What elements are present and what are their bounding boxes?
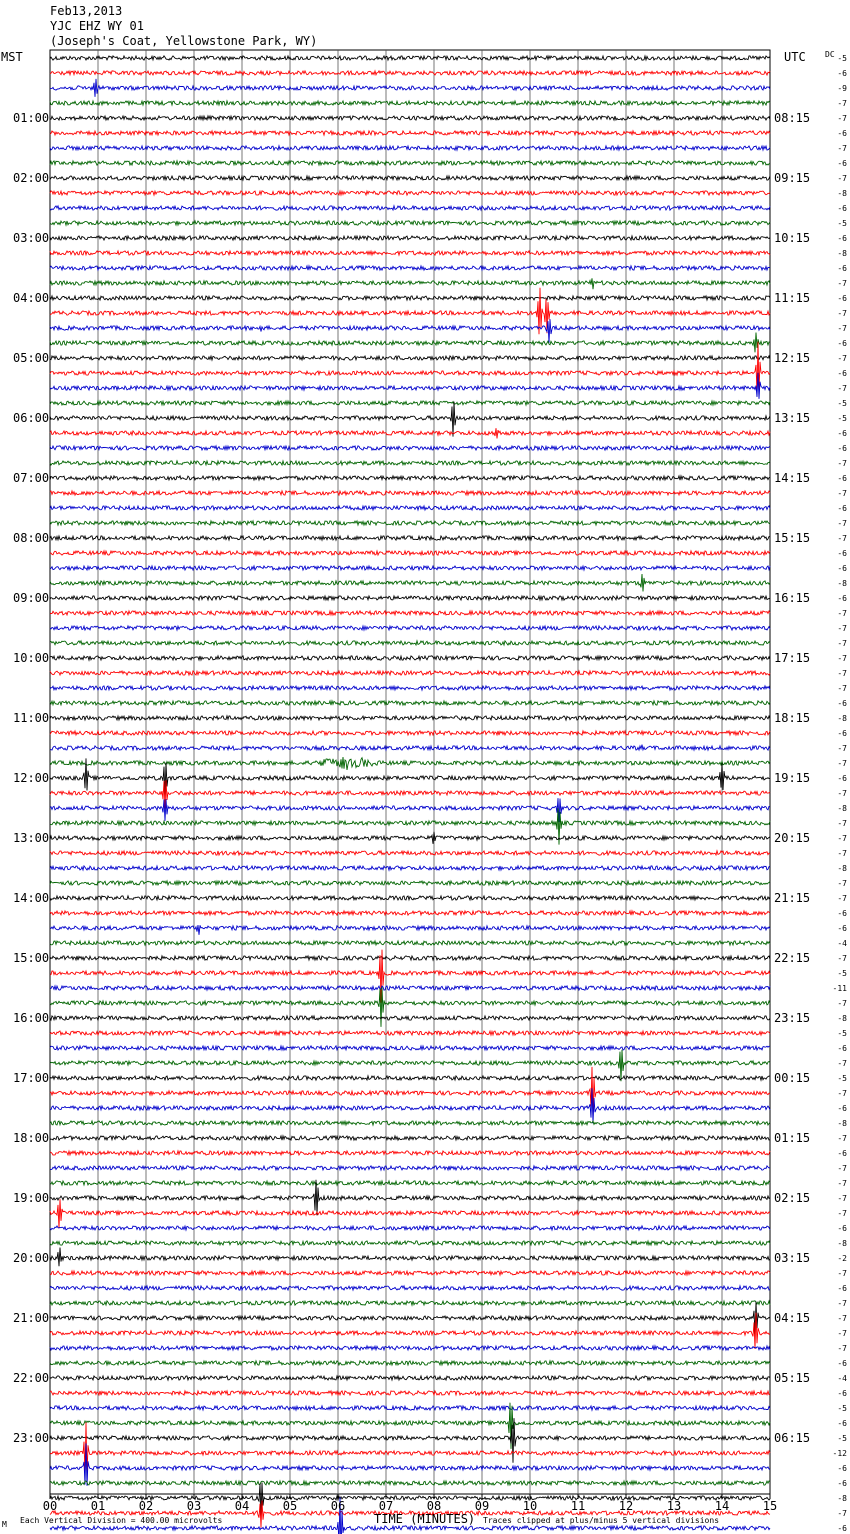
trace-line: [50, 446, 770, 450]
right-hour-label: 15:15: [774, 531, 811, 545]
trace-line: [50, 1121, 770, 1125]
dc-offset-label: -5: [837, 1029, 847, 1038]
dc-offset-label: -7: [837, 894, 847, 903]
trace-line: [50, 925, 770, 935]
trace-line: [50, 116, 770, 120]
x-tick-label: 15: [762, 1499, 778, 1513]
trace-line: [50, 716, 770, 720]
dc-offset-label: -6: [837, 549, 847, 558]
right-hour-label: 17:15: [774, 651, 811, 665]
right-hour-label: 03:15: [774, 1251, 811, 1265]
trace-line: [50, 176, 770, 180]
trace-line: [50, 476, 770, 480]
trace-line: [50, 745, 770, 751]
trace-line: [50, 1199, 770, 1228]
trace-line: [50, 566, 770, 570]
dc-offset-label: -7: [837, 1509, 847, 1518]
trace-line: [50, 1406, 770, 1410]
trace-line: [50, 1301, 770, 1305]
dc-offset-label: -8: [837, 1119, 847, 1128]
trace-line: [50, 401, 770, 405]
dc-offset-label: -5: [837, 969, 847, 978]
trace-line: [50, 333, 770, 353]
dc-offset-label: -6: [837, 594, 847, 603]
right-hour-label: 04:15: [774, 1311, 811, 1325]
right-hour-label: 05:15: [774, 1371, 811, 1385]
x-tick-label: 03: [186, 1499, 202, 1513]
dc-offset-label: -7: [837, 1344, 847, 1353]
trace-line: [50, 896, 770, 900]
dc-offset-label: -7: [837, 1134, 847, 1143]
left-hour-label: 23:00: [13, 1431, 50, 1445]
dc-offset-label: -12: [832, 1449, 847, 1458]
dc-offset-label: -7: [837, 1194, 847, 1203]
left-timezone-label: MST: [1, 50, 23, 64]
left-hour-label: 07:00: [13, 471, 50, 485]
trace-line: [50, 461, 770, 465]
dc-offset-label: -6: [837, 1359, 847, 1368]
right-hour-label: 12:15: [774, 351, 811, 365]
dc-offset-label: -2: [837, 1254, 847, 1263]
dc-offset-label: -6: [837, 474, 847, 483]
dc-offset-label: -7: [837, 519, 847, 528]
dc-offset-label: -4: [837, 939, 847, 948]
corner-mark: M: [2, 1520, 7, 1529]
dc-offset-label: -6: [837, 909, 847, 918]
dc-offset-label: -7: [837, 1269, 847, 1278]
dc-offset-label: -6: [837, 1524, 847, 1533]
dc-offset-label: -6: [837, 699, 847, 708]
trace-line: [50, 1046, 770, 1050]
trace-line: [50, 881, 770, 885]
dc-offset-label: -7: [837, 324, 847, 333]
left-hour-label: 04:00: [13, 291, 50, 305]
right-hour-label: 22:15: [774, 951, 811, 965]
dc-offset-label: -5: [837, 1434, 847, 1443]
dc-offset-label: -6: [837, 1044, 847, 1053]
right-hour-label: 10:15: [774, 231, 811, 245]
left-hour-label: 02:00: [13, 171, 50, 185]
dc-offset-label: -6: [837, 1479, 847, 1488]
right-hour-label: 20:15: [774, 831, 811, 845]
dc-label: DC: [825, 50, 835, 59]
trace-line: [50, 1226, 770, 1230]
trace-line: [50, 428, 770, 438]
dc-offset-label: -6: [837, 159, 847, 168]
dc-offset-label: -9: [837, 84, 847, 93]
dc-offset-label: -6: [837, 564, 847, 573]
dc-offset-label: -8: [837, 1014, 847, 1023]
right-hour-label: 19:15: [774, 771, 811, 785]
x-tick-label: 04: [234, 1499, 250, 1513]
dc-offset-label: -5: [837, 1074, 847, 1083]
dc-offset-label: -5: [837, 54, 847, 63]
trace-line: [50, 941, 770, 945]
trace-line: [50, 373, 770, 399]
trace-line: [50, 798, 770, 822]
dc-offset-label: -6: [837, 429, 847, 438]
dc-offset-label: -6: [837, 1389, 847, 1398]
trace-line: [50, 701, 770, 705]
left-hour-label: 20:00: [13, 1251, 50, 1265]
dc-offset-label: -6: [837, 1224, 847, 1233]
dc-offset-label: -7: [837, 1059, 847, 1068]
trace-line: [50, 1180, 770, 1216]
x-tick-label: 05: [282, 1499, 298, 1513]
trace-line: [50, 146, 770, 150]
trace-line: [50, 79, 770, 97]
right-hour-label: 11:15: [774, 291, 811, 305]
right-hour-label: 08:15: [774, 111, 811, 125]
right-hour-label: 02:15: [774, 1191, 811, 1205]
right-hour-label: 16:15: [774, 591, 811, 605]
right-hour-label: 21:15: [774, 891, 811, 905]
trace-line: [50, 1181, 770, 1185]
dc-offset-label: -6: [837, 1464, 847, 1473]
dc-offset-label: -7: [837, 654, 847, 663]
dc-offset-label: -7: [837, 354, 847, 363]
dc-offset-label: -8: [837, 189, 847, 198]
trace-line: [50, 1346, 770, 1350]
x-tick-label: 12: [618, 1499, 634, 1513]
trace-line: [50, 236, 770, 240]
trace-line: [50, 551, 770, 555]
dc-offset-label: -6: [837, 369, 847, 378]
dc-offset-label: -7: [837, 99, 847, 108]
dc-offset-label: -7: [837, 489, 847, 498]
dc-offset-label: -7: [837, 834, 847, 843]
trace-line: [50, 1067, 770, 1118]
trace-line: [50, 757, 770, 770]
dc-offset-label: -6: [837, 729, 847, 738]
dc-offset-label: -7: [837, 849, 847, 858]
dc-offset-label: -7: [837, 759, 847, 768]
dc-offset-label: -7: [837, 879, 847, 888]
trace-line: [50, 56, 770, 60]
right-hour-label: 00:15: [774, 1071, 811, 1085]
dc-offset-label: -7: [837, 1179, 847, 1188]
trace-line: [50, 1016, 770, 1020]
dc-offset-label: -7: [837, 534, 847, 543]
x-tick-label: 06: [330, 1499, 346, 1513]
trace-line: [50, 656, 770, 660]
dc-offset-label: -6: [837, 1104, 847, 1113]
trace-line: [50, 1302, 770, 1335]
left-hour-label: 03:00: [13, 231, 50, 245]
right-hour-label: 13:15: [774, 411, 811, 425]
right-hour-label: 23:15: [774, 1011, 811, 1025]
left-hour-label: 10:00: [13, 651, 50, 665]
left-hour-label: 21:00: [13, 1311, 50, 1325]
header-station: YJC EHZ WY 01: [50, 19, 144, 33]
right-hour-label: 06:15: [774, 1431, 811, 1445]
trace-line: [50, 506, 770, 510]
dc-offset-label: -8: [837, 1494, 847, 1503]
dc-offset-label: -7: [837, 609, 847, 618]
dc-offset-label: -7: [837, 684, 847, 693]
dc-offset-label: -7: [837, 384, 847, 393]
dc-offset-label: -7: [837, 789, 847, 798]
left-hour-label: 06:00: [13, 411, 50, 425]
right-hour-label: 09:15: [774, 171, 811, 185]
left-hour-label: 22:00: [13, 1371, 50, 1385]
trace-layer: [50, 56, 770, 1534]
dc-offset-label: -6: [837, 339, 847, 348]
right-hour-label: 01:15: [774, 1131, 811, 1145]
right-timezone-label: UTC: [784, 50, 806, 64]
trace-line: [50, 491, 770, 495]
left-hour-label: 08:00: [13, 531, 50, 545]
dc-offset-label: -7: [837, 309, 847, 318]
dc-offset-label: -7: [837, 1299, 847, 1308]
x-tick-label: 01: [90, 1499, 106, 1513]
trace-line: [50, 161, 770, 165]
dc-offset-label: -7: [837, 1164, 847, 1173]
dc-offset-label: -6: [837, 774, 847, 783]
left-hour-label: 18:00: [13, 1131, 50, 1145]
left-hour-label: 17:00: [13, 1071, 50, 1085]
dc-offset-label: -5: [837, 414, 847, 423]
trace-line: [50, 356, 770, 360]
dc-offset-label: -7: [837, 1314, 847, 1323]
clip-note: Traces clipped at plus/minus 5 vertical divisions: [483, 1516, 720, 1525]
dc-offset-label: -8: [837, 864, 847, 873]
dc-offset-label: -4: [837, 1374, 847, 1383]
left-hour-label: 09:00: [13, 591, 50, 605]
x-tick-label: 11: [570, 1499, 586, 1513]
dc-offset-label: -6: [837, 1419, 847, 1428]
trace-line: [50, 266, 770, 270]
left-hour-label: 15:00: [13, 951, 50, 965]
plot-frame: [50, 50, 770, 1494]
trace-line: [50, 641, 770, 645]
trace-line: [50, 536, 770, 540]
trace-line: [50, 319, 770, 343]
dc-offset-label: -6: [837, 444, 847, 453]
trace-line: [50, 251, 770, 255]
dc-offset-label: -7: [837, 459, 847, 468]
dc-offset-label: -7: [837, 144, 847, 153]
x-tick-label: 00: [42, 1499, 58, 1513]
trace-line: [50, 731, 770, 735]
dc-offset-label: -8: [837, 804, 847, 813]
trace-line: [50, 911, 770, 915]
x-tick-label: 08: [426, 1499, 442, 1513]
header-location: (Joseph's Coat, Yellowstone Park, WY): [50, 34, 318, 48]
trace-line: [50, 596, 770, 600]
trace-line: [50, 1391, 770, 1395]
trace-line: [50, 1076, 770, 1080]
dc-offset-label: -8: [837, 1239, 847, 1248]
left-hour-label: 13:00: [13, 831, 50, 845]
dc-offset-label: -6: [837, 264, 847, 273]
trace-line: [50, 986, 770, 990]
x-tick-label: 14: [714, 1499, 730, 1513]
dc-offset-label: -8: [837, 249, 847, 258]
trace-line: [50, 131, 770, 135]
left-hour-label: 19:00: [13, 1191, 50, 1205]
left-hour-label: 11:00: [13, 711, 50, 725]
dc-offset-label: -8: [837, 714, 847, 723]
trace-line: [50, 1166, 770, 1170]
dc-offset-label: -7: [837, 624, 847, 633]
trace-line: [50, 206, 770, 210]
dc-offset-label: -6: [837, 234, 847, 243]
dc-offset-label: -7: [837, 1209, 847, 1218]
dc-offset-label: -7: [837, 279, 847, 288]
scale-note: Each Vertical Division = 400.00 microvolts: [20, 1516, 223, 1525]
trace-line: [50, 1248, 770, 1267]
left-hour-label: 01:00: [13, 111, 50, 125]
trace-line: [50, 1031, 770, 1035]
right-hour-label: 18:15: [774, 711, 811, 725]
dc-offset-label: -5: [837, 399, 847, 408]
trace-line: [50, 342, 770, 393]
dc-offset-label: -6: [837, 69, 847, 78]
trace-line: [50, 866, 770, 870]
dc-offset-label: -7: [837, 744, 847, 753]
trace-line: [50, 956, 770, 960]
x-tick-label: 09: [474, 1499, 490, 1513]
dc-offset-label: -7: [837, 114, 847, 123]
trace-line: [50, 780, 770, 808]
x-axis-title: TIME (MINUTES): [374, 1512, 476, 1526]
dc-offset-label: -6: [837, 1149, 847, 1158]
dc-offset-label: -6: [837, 204, 847, 213]
trace-line: [50, 1376, 770, 1380]
x-tick-label: 10: [522, 1499, 538, 1513]
x-tick-label: 02: [138, 1499, 154, 1513]
header-date: Feb13,2013: [50, 4, 123, 18]
trace-line: [50, 296, 770, 300]
trace-line: [50, 1286, 770, 1290]
trace-line: [50, 1418, 770, 1463]
dc-offset-label: -5: [837, 1404, 847, 1413]
trace-line: [50, 221, 770, 225]
dc-offset-label: -7: [837, 954, 847, 963]
trace-line: [50, 71, 770, 75]
minute-grid: [50, 50, 770, 1494]
trace-line: [50, 686, 770, 690]
trace-line: [50, 1443, 770, 1485]
left-hour-label: 14:00: [13, 891, 50, 905]
left-hour-label: 12:00: [13, 771, 50, 785]
dc-offset-label: -7: [837, 1329, 847, 1338]
dc-offset-label: -7: [837, 639, 847, 648]
dc-offset-label: -7: [837, 1089, 847, 1098]
dc-offset-label: -5: [837, 219, 847, 228]
trace-line: [50, 1361, 770, 1365]
trace-line: [50, 1481, 770, 1485]
x-tick-label: 07: [378, 1499, 394, 1513]
trace-line: [50, 1151, 770, 1155]
dc-offset-label: -8: [837, 579, 847, 588]
dc-offset-label: -6: [837, 924, 847, 933]
trace-line: [50, 1271, 770, 1275]
trace-line: [50, 626, 770, 630]
dc-offset-label: -7: [837, 819, 847, 828]
trace-line: [50, 611, 770, 615]
dc-offset-label: -11: [832, 984, 847, 993]
trace-line: [50, 832, 770, 844]
trace-line: [50, 987, 770, 1027]
trace-line: [50, 574, 770, 592]
trace-line: [50, 278, 770, 289]
dc-offset-label: -7: [837, 669, 847, 678]
trace-line: [50, 851, 770, 855]
trace-line: [50, 671, 770, 675]
dc-offset-label: -7: [837, 999, 847, 1008]
dc-offset-label: -6: [837, 1284, 847, 1293]
x-tick-label: 13: [666, 1499, 682, 1513]
dc-offset-label: -6: [837, 294, 847, 303]
dc-offset-label: -7: [837, 174, 847, 183]
trace-line: [50, 521, 770, 525]
left-hour-label: 05:00: [13, 351, 50, 365]
dc-offset-label: -6: [837, 129, 847, 138]
trace-line: [50, 101, 770, 105]
trace-line: [50, 1136, 770, 1140]
right-hour-label: 14:15: [774, 471, 811, 485]
trace-line: [50, 191, 770, 195]
dc-offset-label: -6: [837, 504, 847, 513]
left-hour-label: 16:00: [13, 1011, 50, 1025]
trace-line: [50, 1241, 770, 1245]
